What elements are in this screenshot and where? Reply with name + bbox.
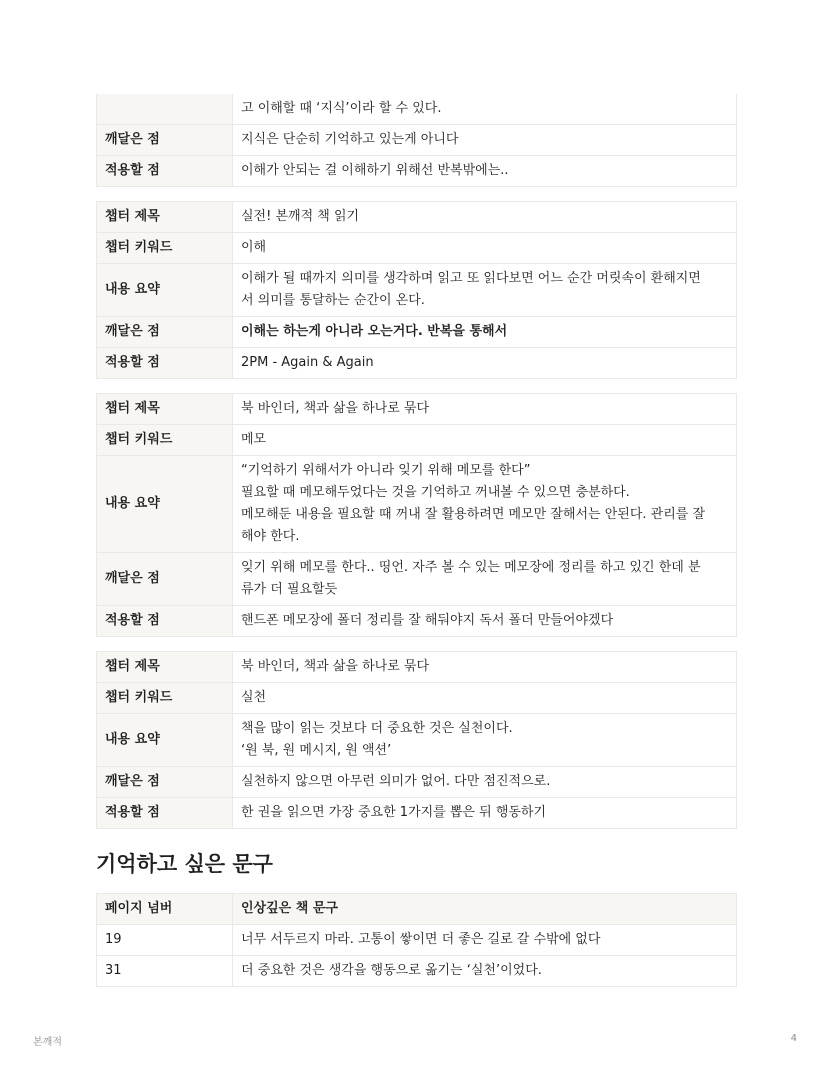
- value-line: 한 권을 읽으면 가장 중요한 1가지를 뽑은 뒤 행동하기: [241, 805, 547, 820]
- table-row: [97, 394, 737, 425]
- row-label: 깨달은 점: [97, 553, 233, 606]
- value-line: 해야 한다.: [241, 529, 300, 544]
- table-row: [97, 606, 737, 637]
- chapter-table-continued: [96, 94, 737, 187]
- value-line: 이해는 하는게 아니라 오는거다. 반복을 통해서: [241, 324, 508, 339]
- row-value: [233, 456, 737, 553]
- table-row: [97, 553, 737, 606]
- table-row: [97, 94, 737, 125]
- row-value: [233, 606, 737, 637]
- quote-text: 너무 서두르지 마라. 고통이 쌓이면 더 좋은 길로 갈 수밖에 없다: [233, 925, 737, 956]
- value-line: ‘원 북, 원 메시지, 원 액션’: [241, 743, 392, 758]
- row-value: [233, 767, 737, 798]
- table-row: [97, 456, 737, 553]
- footer-page-number: 4: [790, 1033, 797, 1044]
- value-line: 메모: [241, 432, 267, 447]
- value-line: 이해: [241, 240, 267, 255]
- row-value: [233, 317, 737, 348]
- row-value: [233, 348, 737, 379]
- table-row: [97, 714, 737, 767]
- row-value: [233, 652, 737, 683]
- quote-row: [97, 925, 737, 956]
- value-line: 이해가 될 때까지 의미를 생각하며 읽고 또 읽다보면 어느 순간 머릿속이 환해지면: [241, 271, 701, 286]
- row-label: 챕터 제목: [97, 394, 233, 425]
- value-line: 류가 더 필요할듯: [241, 582, 338, 597]
- row-value: [233, 264, 737, 317]
- value-line: 서 의미를 통달하는 순간이 온다.: [241, 293, 425, 308]
- row-value: [233, 94, 737, 125]
- row-value: [233, 233, 737, 264]
- value-line: 이해가 안되는 걸 이해하기 위해선 반복밖에는..: [241, 163, 509, 178]
- table-row: [97, 767, 737, 798]
- table-row: [97, 798, 737, 829]
- row-label: 내용 요약: [97, 264, 233, 317]
- value-line: 실천하지 않으면 아무런 의미가 없어. 다만 점진적으로.: [241, 774, 551, 789]
- value-line: 필요할 때 메모해두었다는 것을 기억하고 꺼내볼 수 있으면 충분하다.: [241, 485, 630, 500]
- table-row: [97, 652, 737, 683]
- quote-page-number: 31: [97, 956, 233, 987]
- quote-page-number: 19: [97, 925, 233, 956]
- row-label: 적용할 점: [97, 348, 233, 379]
- chapter-table: [96, 393, 737, 637]
- page-number-header: 페이지 넘버: [97, 894, 233, 925]
- value-line: 북 바인더, 책과 삶을 하나로 묶다: [241, 659, 430, 674]
- quote-text: 더 중요한 것은 생각을 행동으로 옮기는 ‘실천’이었다.: [233, 956, 737, 987]
- value-line: 책을 많이 읽는 것보다 더 중요한 것은 실천이다.: [241, 721, 513, 736]
- row-value: [233, 125, 737, 156]
- value-line: 잊기 위해 메모를 한다.. 띵언. 자주 볼 수 있는 메모장에 정리를 하고 있긴 한데 분: [241, 560, 701, 575]
- table-row: [97, 683, 737, 714]
- table-row: [97, 125, 737, 156]
- quotes-header-row: [97, 894, 737, 925]
- row-label: [97, 94, 233, 125]
- value-line: 고 이해할 때 ‘지식’이라 할 수 있다.: [241, 101, 442, 116]
- quotes-table: [96, 893, 737, 987]
- table-row: [97, 233, 737, 264]
- row-label: 내용 요약: [97, 456, 233, 553]
- quote-header: 인상깊은 책 문구: [233, 894, 737, 925]
- row-value: [233, 156, 737, 187]
- row-value: [233, 714, 737, 767]
- row-value: [233, 798, 737, 829]
- row-value: [233, 394, 737, 425]
- value-line: 실천: [241, 690, 267, 705]
- table-row: [97, 348, 737, 379]
- table-row: [97, 317, 737, 348]
- footer-title: 본깨적: [33, 1037, 62, 1048]
- row-label: 챕터 제목: [97, 202, 233, 233]
- table-row: [97, 156, 737, 187]
- value-line: 메모해둔 내용을 필요할 때 꺼내 잘 활용하려면 메모만 잘해서는 안된다. 관리를 잘: [241, 507, 706, 522]
- page-content: [96, 94, 737, 987]
- quote-row: [97, 956, 737, 987]
- table-row: [97, 264, 737, 317]
- section-heading: 기억하고 싶은 문구: [96, 852, 273, 876]
- row-value: [233, 683, 737, 714]
- value-line: 실전! 본깨적 책 읽기: [241, 209, 360, 224]
- table-row: [97, 425, 737, 456]
- row-label: 챕터 키워드: [97, 233, 233, 264]
- row-label: 적용할 점: [97, 156, 233, 187]
- row-label: 챕터 키워드: [97, 683, 233, 714]
- row-value: [233, 553, 737, 606]
- row-label: 깨달은 점: [97, 125, 233, 156]
- row-label: 내용 요약: [97, 714, 233, 767]
- row-label: 적용할 점: [97, 606, 233, 637]
- row-label: 깨달은 점: [97, 767, 233, 798]
- chapters-container: [96, 201, 737, 829]
- value-line: 2PM - Again & Again: [241, 355, 374, 370]
- table-row: [97, 202, 737, 233]
- value-line: 핸드폰 메모장에 폴더 정리를 잘 해둬야지 독서 폴더 만들어야겠다: [241, 613, 614, 628]
- row-label: 적용할 점: [97, 798, 233, 829]
- value-line: 지식은 단순히 기억하고 있는게 아니다: [241, 132, 459, 147]
- chapter-table: [96, 201, 737, 379]
- value-line: 북 바인더, 책과 삶을 하나로 묶다: [241, 401, 430, 416]
- value-line: “기억하기 위해서가 아니라 잊기 위해 메모를 한다”: [241, 463, 531, 478]
- row-value: [233, 425, 737, 456]
- row-label: 챕터 키워드: [97, 425, 233, 456]
- row-value: [233, 202, 737, 233]
- row-label: 챕터 제목: [97, 652, 233, 683]
- chapter-table: [96, 651, 737, 829]
- row-label: 깨달은 점: [97, 317, 233, 348]
